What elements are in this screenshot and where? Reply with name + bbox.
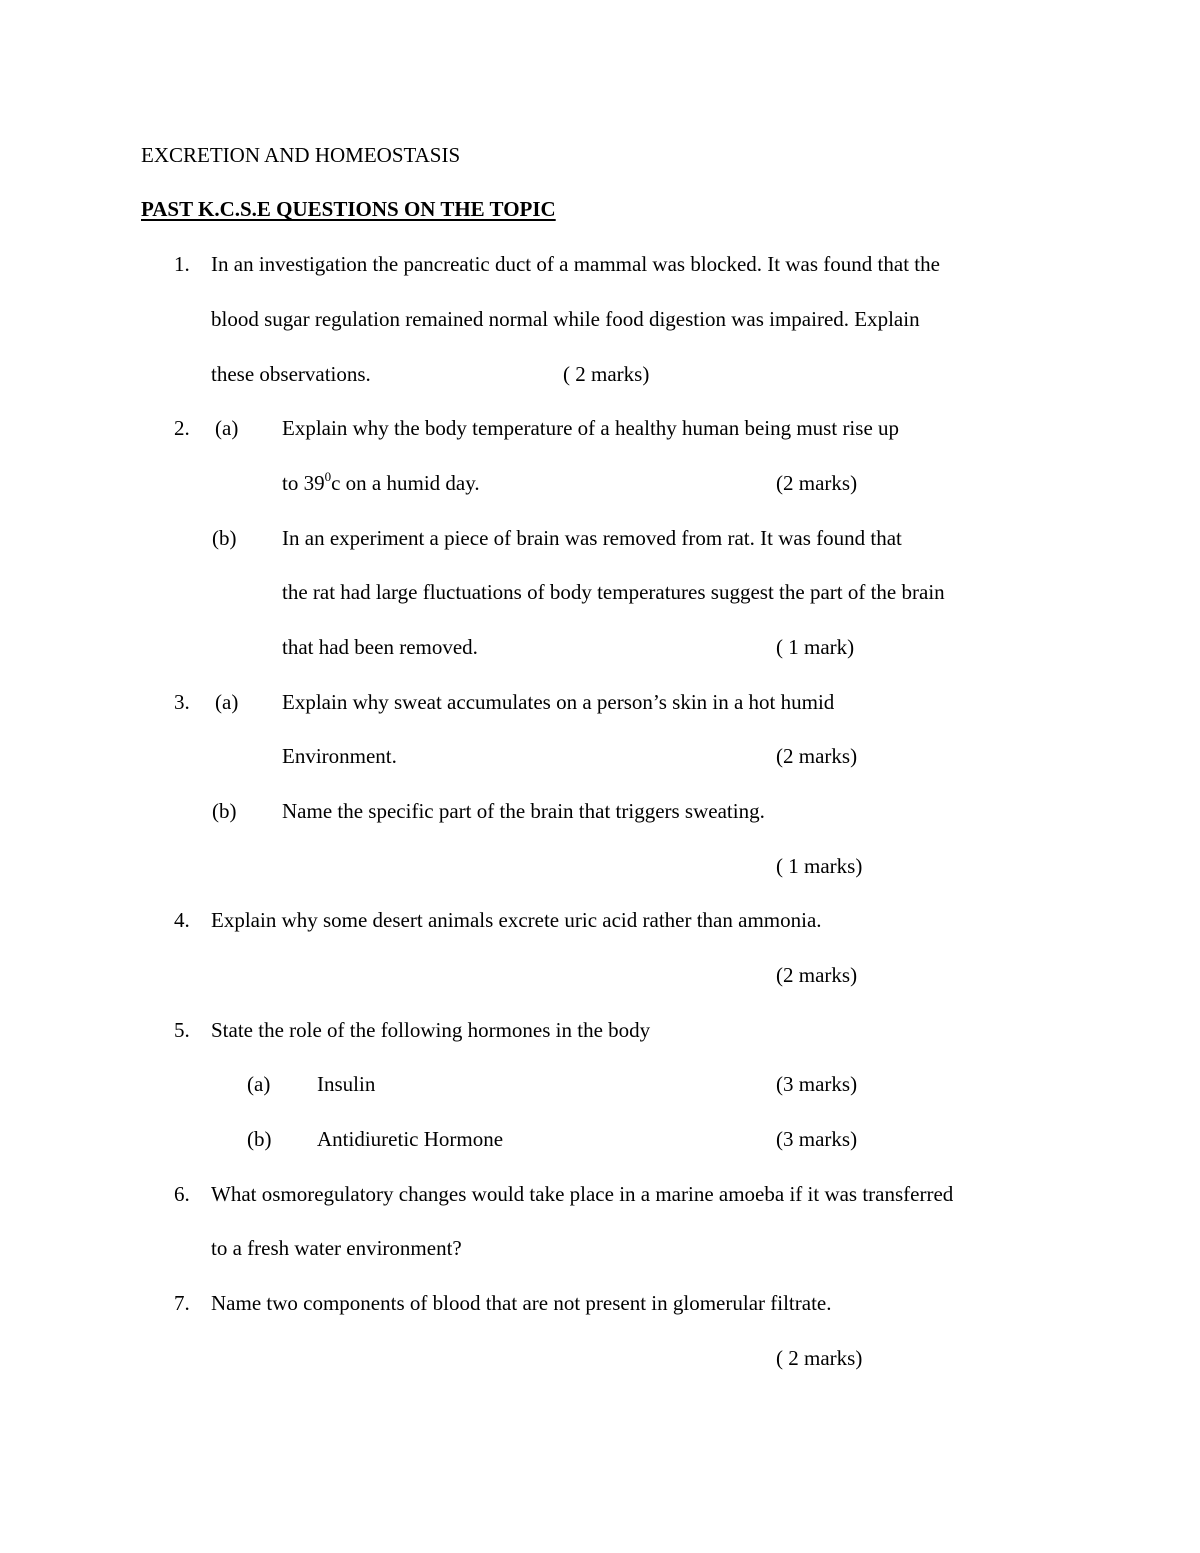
marks-label: ( 1 mark) <box>776 635 855 659</box>
marks-label: ( 2 marks) <box>776 1346 863 1370</box>
marks-label: (3 marks) <box>776 1072 858 1096</box>
question-number: 6. <box>174 1182 190 1206</box>
marks-label: (2 marks) <box>776 744 858 768</box>
question-text: In an experiment a piece of brain was removed from rat. It was found that <box>282 526 902 550</box>
question-text <box>282 469 480 495</box>
question-text: Name the specific part of the brain that triggers sweating. <box>282 799 765 823</box>
subquestion-label: (a) <box>215 416 239 440</box>
question-number: 4. <box>174 908 190 932</box>
question-text: Explain why the body temperature of a healthy human being must rise up <box>282 416 900 440</box>
subquestion-label: (b) <box>247 1127 272 1151</box>
subquestion-label: (a) <box>215 690 239 714</box>
marks-label: (2 marks) <box>776 471 858 495</box>
marks-label: (2 marks) <box>776 963 858 987</box>
question-text: Insulin <box>317 1072 376 1096</box>
question-text: What osmoregulatory changes would take place in a marine amoeba if it was transferred <box>211 1182 954 1206</box>
question-number: 3. <box>174 690 190 714</box>
question-number: 5. <box>174 1018 190 1042</box>
question-text: Antidiuretic Hormone <box>317 1127 504 1151</box>
document-subtitle: PAST K.C.S.E QUESTIONS ON THE TOPIC <box>141 197 556 221</box>
marks-label: ( 2 marks) <box>563 362 650 386</box>
question-number: 2. <box>174 416 190 440</box>
subquestion-label: (b) <box>212 526 237 550</box>
document-title: EXCRETION AND HOMEOSTASIS <box>141 143 461 167</box>
degree-superscript: 0 <box>324 469 332 484</box>
question-text: blood sugar regulation remained normal while food digestion was impaired. Explain <box>211 307 920 331</box>
question-text: Explain why sweat accumulates on a person’s skin in a hot humid <box>282 690 835 714</box>
subquestion-label: (b) <box>212 799 237 823</box>
question-text: Explain why some desert animals excrete uric acid rather than ammonia. <box>211 908 822 932</box>
question-number: 7. <box>174 1291 190 1315</box>
question-text: that had been removed. <box>282 635 478 659</box>
question-text-part: to 39 <box>282 471 325 495</box>
question-text: the rat had large fluctuations of body temperatures suggest the part of the brain <box>282 580 945 604</box>
question-number: 1. <box>174 252 190 276</box>
question-text: Environment. <box>282 744 397 768</box>
question-text: these observations. <box>211 362 371 386</box>
question-text: State the role of the following hormones in the body <box>211 1018 651 1042</box>
marks-label: ( 1 marks) <box>776 854 863 878</box>
question-text: In an investigation the pancreatic duct of a mammal was blocked. It was found that the <box>211 252 940 276</box>
subquestion-label: (a) <box>247 1072 271 1096</box>
question-text-part: c on a humid day. <box>331 471 480 495</box>
question-text: to a fresh water environment? <box>211 1236 462 1260</box>
marks-label: (3 marks) <box>776 1127 858 1151</box>
question-text: Name two components of blood that are not present in glomerular filtrate. <box>211 1291 832 1315</box>
